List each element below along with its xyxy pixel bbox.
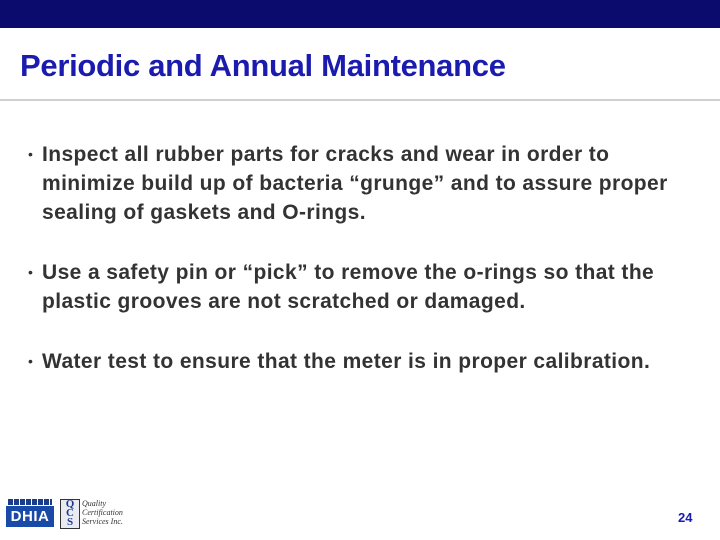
bullet-item: [24, 258, 694, 316]
top-banner-bar: [0, 0, 720, 28]
bullet-text: Inspect all rubber parts for cracks and wear in order to minimize build up of bacteria “grunge” and to assure proper sealing of gaskets and O-rings.: [42, 143, 668, 224]
bullet-item: [24, 140, 694, 227]
bullet-marker: •: [28, 353, 34, 369]
dhia-logo-text: DHIA: [6, 506, 54, 527]
bullet-text: Water test to ensure that the meter is in proper calibration.: [42, 350, 651, 373]
qcs-letter-c: C: [66, 507, 74, 519]
qcs-letter-q: Q: [65, 498, 75, 510]
bullet-marker: •: [28, 146, 34, 162]
qcs-line-quality: Quality: [82, 499, 106, 508]
bullet-item: [24, 347, 694, 376]
bullet-text: Use a safety pin or “pick” to remove the o-rings so that the plastic grooves are not scratched or damaged.: [42, 261, 655, 313]
bullet-list: [24, 140, 694, 376]
qcs-line-services: Services Inc.: [82, 517, 123, 526]
qcs-letter-s: S: [66, 516, 74, 528]
qcs-emblem-icon: [60, 499, 80, 529]
qcs-logo-text: [82, 499, 132, 526]
bullet-marker: •: [28, 264, 34, 280]
footer-logos: [6, 497, 131, 529]
page-number: 24: [678, 510, 693, 525]
title-divider: [0, 99, 720, 101]
dhia-logo-stripe: [8, 499, 52, 505]
qcs-line-certification: Certification: [82, 508, 123, 517]
slide-title: Periodic and Annual Maintenance: [20, 48, 506, 83]
dhia-logo: [6, 499, 54, 527]
